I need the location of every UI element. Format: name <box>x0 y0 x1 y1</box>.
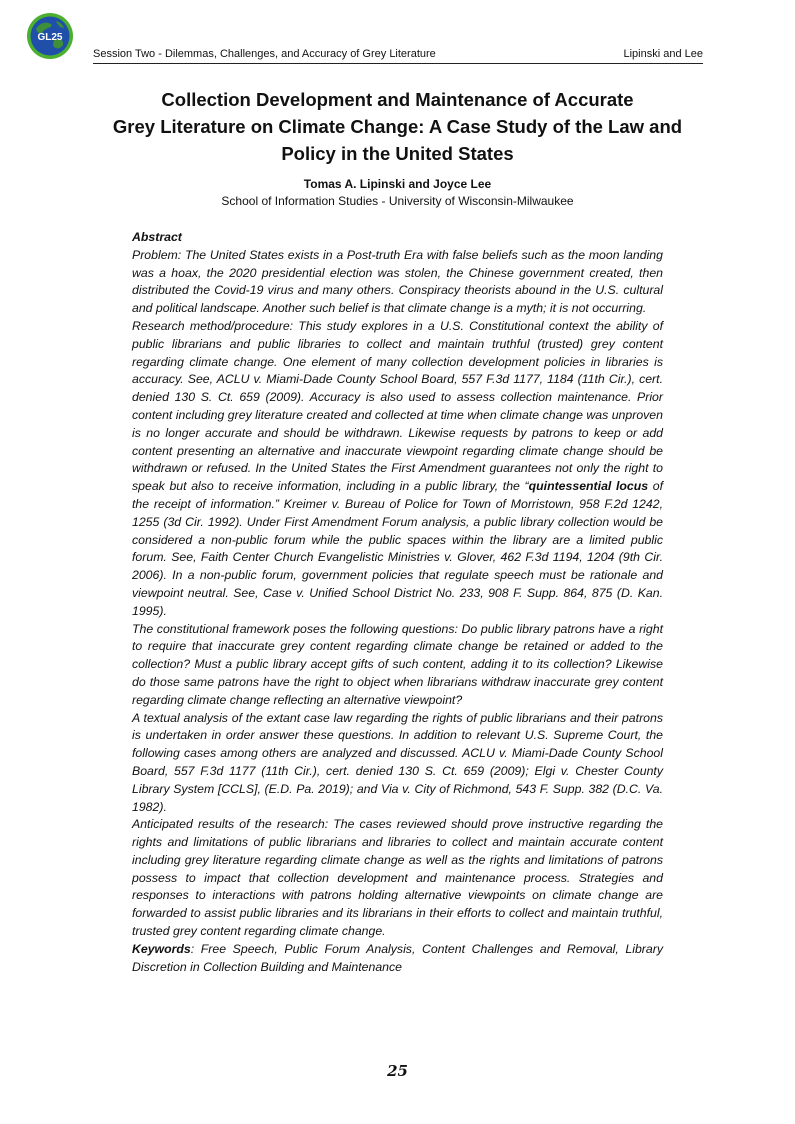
abstract-problem: Problem: The United States exists in a Post-truth Era with false beliefs such as the moon landing was a hoax, the 2020 presidential election was stolen, the Chinese government created, then distributed the Covid-19 virus and many others. Conspiracy theorists abound in the U.S. cultural and political landscape. Another such belief is that climate change is a myth; it is not occurring. <box>132 247 663 316</box>
paper-title <box>110 86 685 167</box>
keywords <box>132 941 663 977</box>
abstract-analysis: A textual analysis of the extant case law regarding the rights of public librarians and their patrons is undertaken in order answer these questions. In addition to relevant U.S. Supreme Court, the following cases among others are analyzed and discussed. ACLU v. Miami-Dade County School Board, 557 F.3d 1177 (11th Cir.), cert. denied 130 S. Ct. 659 (2009); Elgi v. Chester County Library System [CCLS], (E.D. Pa. 2019); and Via v. City of Richmond, 543 F. Supp. 382 (D.C. Va. 1982). <box>132 710 663 814</box>
abstract-heading: Abstract <box>132 230 182 244</box>
abstract-questions: The constitutional framework poses the following questions: Do public library patrons have a right to require that inaccurate grey content regarding climate change be retained or added to the collection? Must a public library accept gifts of such content, adding it to its collection? Likewise do those same patrons have the right to object when librarians withdraw inaccurate grey content regarding climate change reflecting an alternative viewpoint? <box>132 621 663 707</box>
session-title: Session Two - Dilemmas, Challenges, and Accuracy of Grey Literature <box>93 48 436 60</box>
title-line-2: Grey Literature on Climate Change: A Case Study of the Law and <box>112 116 683 137</box>
keywords-text: : Free Speech, Public Forum Analysis, Content Challenges and Removal, Library Discretion in Collection Building and Maintenance <box>132 941 663 974</box>
authors: Tomas A. Lipinski and Joyce Lee <box>303 177 492 191</box>
abstract-method <box>132 318 663 621</box>
affiliation: School of Information Studies - University of Wisconsin-Milwaukee <box>221 194 574 208</box>
page-number: 25 <box>387 1062 408 1080</box>
method-text-b: of the receipt of information.” Kreimer v. Bureau of Police for Town of Morristown, 958 F.2d 1242, 1255 (3d Cir. 1992). Under First Amendment Forum analysis, a public library collection would be considered a non-public forum while the public spaces within the library are a limited public forum. See, Faith Center Church Evangelistic Ministries v. Glover, 462 F.3d 1194, 1204 (9th Cir. 2006). In a non-public forum, government policies that regulate speech must be rationale and viewpoint neutral. See, Case v. Unified School District No. 233, 908 F. Supp. 864, 875 (D. Kan. 1995). <box>132 479 663 618</box>
title-line-3: Policy in the United States <box>281 143 514 164</box>
logo-text: GL25 <box>37 32 63 43</box>
keywords-label: Keywords <box>132 941 191 956</box>
method-emphasis: quintessential locus <box>528 479 649 494</box>
header-rule <box>93 63 703 64</box>
title-line-1: Collection Development and Maintenance of Accurate <box>161 89 634 110</box>
abstract-results: Anticipated results of the research: The cases reviewed should prove instructive regarding the rights and limitations of public librarians and libraries to collect and maintain accurate content including grey literature regarding climate change as well as the rights and limitations of patrons possess to impact that collection development and maintenance process. Strategies and responses to interactions with patrons holding alternative viewpoints on climate change are forwarded to assist public libraries and its librarians in their efforts to collect and maintain truthful, trusted grey content regarding climate change. <box>132 817 663 939</box>
running-header <box>93 47 703 63</box>
method-text-a: Research method/procedure: This study explores in a U.S. Constitutional context the ability of public librarians and public libraries to collect and maintain truthful (trusted) grey content regarding climate change. One element of many collection development policies in libraries is accuracy. See, ACLU v. Miami-Dade County School Board, 557 F.3d 1177, 1184 (11th Cir.), cert. denied 130 S. Ct. 659 (2009). Accuracy is also used to assess collection maintenance. Prior content including grey literature created and collected at time when climate change was unproven is no longer accurate and should be withdrawn. Likewise requests by patrons to keep or add content presenting an alternative and inaccurate viewpoint regarding climate change should be withdrawn or refused. In the United States the First Amendment guarantees not only the right to speak but also to receive information, including in a public library, the “ <box>132 318 663 494</box>
abstract <box>132 229 663 976</box>
author-running-head: Lipinski and Lee <box>623 48 703 60</box>
gl25-logo <box>26 12 74 60</box>
